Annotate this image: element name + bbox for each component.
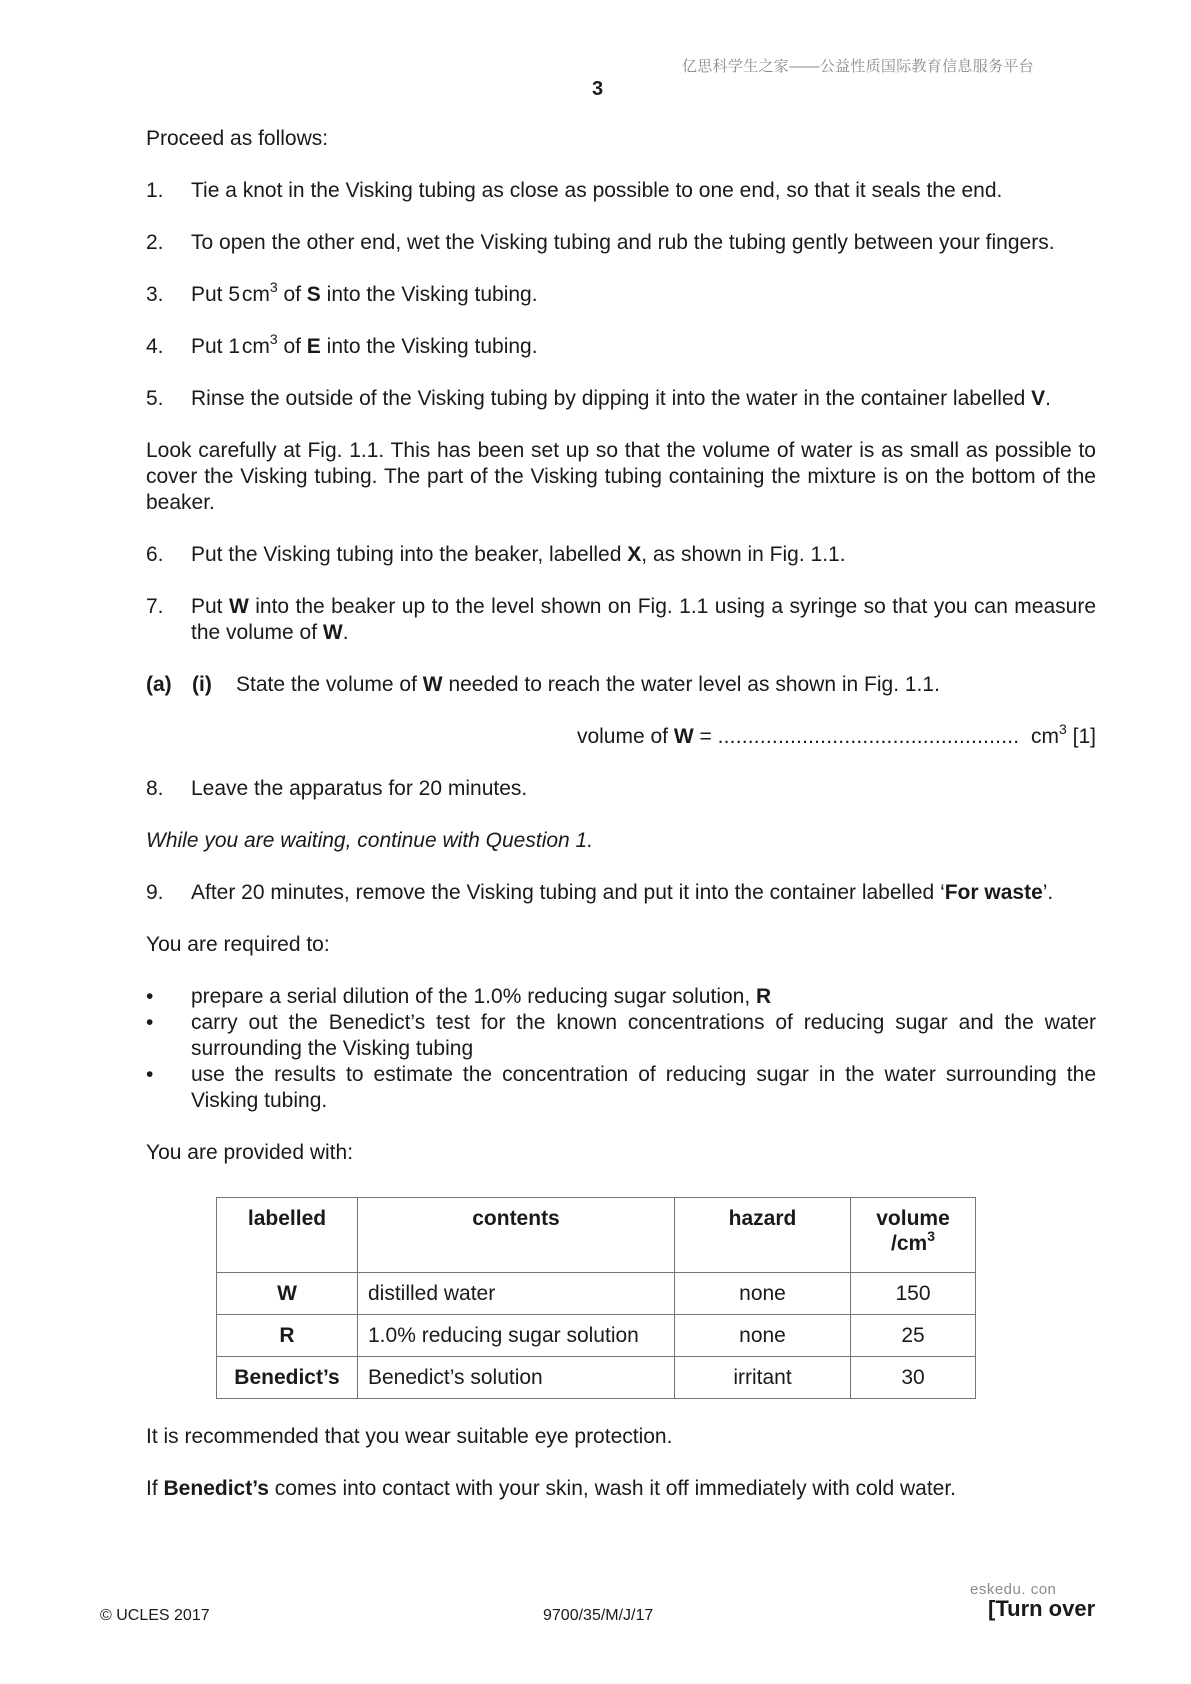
- step-number: 5.: [146, 387, 164, 410]
- step-number: 3.: [146, 283, 164, 306]
- step-text: Put W into the beaker up to the level shown on Fig. 1.1 using a syringe so that you can measure the volume of W.: [191, 595, 1097, 644]
- table-row: [217, 1357, 976, 1399]
- step-text: Put 1 $cm^3$ of E into the Visking tubing.: [191, 331, 538, 358]
- step-text: Put the Visking tubing into the beaker, labelled X, as shown in Fig. 1.1.: [191, 543, 846, 566]
- marks: [1]: [1072, 725, 1096, 748]
- header-labelled: labelled: [217, 1198, 358, 1273]
- bullet-icon: •: [146, 985, 154, 1008]
- cell-volume: 150: [851, 1273, 976, 1315]
- cell-volume: 30: [851, 1357, 976, 1399]
- cell-volume: 25: [851, 1315, 976, 1357]
- footer-watermark: eskedu. con: [970, 1581, 1057, 1598]
- step-text: Rinse the outside of the Visking tubing by dipping it into the water in the container labelled V.: [191, 387, 1052, 410]
- bullet-text: carry out the Benedict’s test for the known concentrations of reducing sugar and the water surrounding the Visking tubing: [191, 1011, 1096, 1060]
- header-watermark: 亿思科学生之家——公益性质国际教育信息服务平台: [682, 58, 1034, 75]
- bullet-icon: •: [146, 1011, 154, 1034]
- step-text: To open the other end, wet the Visking tubing and rub the tubing gently between your fingers.: [191, 231, 1055, 254]
- step-number: 7.: [146, 595, 164, 618]
- step-number: 1.: [146, 179, 164, 202]
- table-header-row: [217, 1198, 976, 1273]
- cell-hazard: irritant: [675, 1357, 851, 1399]
- cell-contents: distilled water: [358, 1273, 675, 1315]
- intro-text: Proceed as follows:: [146, 127, 329, 150]
- footer-code: 9700/35/M/J/17: [543, 1607, 654, 1624]
- step-text: After 20 minutes, remove the Visking tubing and put it into the container labelled ‘For waste’.: [191, 881, 1054, 904]
- table-row: [217, 1315, 976, 1357]
- cell-contents: Benedict’s solution: [358, 1357, 675, 1399]
- footer-copyright: © UCLES 2017: [100, 1607, 210, 1624]
- question-part: (a): [146, 673, 172, 696]
- header-volume: volume $/cm^3$: [851, 1198, 976, 1273]
- step-number: 4.: [146, 335, 164, 358]
- materials-table: [216, 1197, 976, 1399]
- cell-contents: 1.0% reducing sugar solution: [358, 1315, 675, 1357]
- step-number: 6.: [146, 543, 164, 566]
- provided-intro: You are provided with:: [146, 1141, 354, 1164]
- step-number: 8.: [146, 777, 164, 800]
- cell-label: W: [217, 1273, 358, 1315]
- step-text: Leave the apparatus for 20 minutes.: [191, 777, 528, 800]
- step-number: 9.: [146, 881, 164, 904]
- required-intro: You are required to:: [146, 933, 330, 956]
- bullet-icon: •: [146, 1063, 154, 1086]
- page-number: 3: [592, 78, 604, 100]
- bullet-text: prepare a serial dilution of the 1.0% reducing sugar solution, R: [191, 985, 772, 1008]
- cell-hazard: none: [675, 1315, 851, 1357]
- header-contents: contents: [358, 1198, 675, 1273]
- bullet-text: use the results to estimate the concentration of reducing sugar in the water surrounding the Visking tubing.: [191, 1063, 1096, 1112]
- turn-over: [Turn over: [988, 1596, 1096, 1621]
- table-row: [217, 1273, 976, 1315]
- waiting-note: While you are waiting, continue with Question 1.: [146, 829, 594, 852]
- answer-line: volume of W = .................................................. $cm^3$ [1]: [576, 721, 1096, 748]
- step-number: 2.: [146, 231, 164, 254]
- step-text: Put 5 $cm^3$ of S into the Visking tubing.: [191, 279, 538, 306]
- cell-label: Benedict’s: [217, 1357, 358, 1399]
- safety-note-2: If Benedict’s comes into contact with your skin, wash it off immediately with cold water.: [146, 1477, 957, 1500]
- question-sub: (i): [192, 673, 212, 696]
- step-text: Tie a knot in the Visking tubing as close as possible to one end, so that it seals the end.: [191, 179, 1003, 202]
- question-text: State the volume of W needed to reach the water level as shown in Fig. 1.1.: [236, 673, 940, 696]
- cell-label: R: [217, 1315, 358, 1357]
- cell-hazard: none: [675, 1273, 851, 1315]
- fig-note: Look carefully at Fig. 1.1. This has been set up so that the volume of water is as small as possible to cover the Visking tubing. The part of the Visking tubing containing the mixture is on the bottom of the beaker.: [146, 439, 1096, 514]
- header-hazard: hazard: [675, 1198, 851, 1273]
- safety-note-1: It is recommended that you wear suitable eye protection.: [146, 1425, 673, 1448]
- answer-input[interactable]: ..................................................: [717, 725, 1020, 748]
